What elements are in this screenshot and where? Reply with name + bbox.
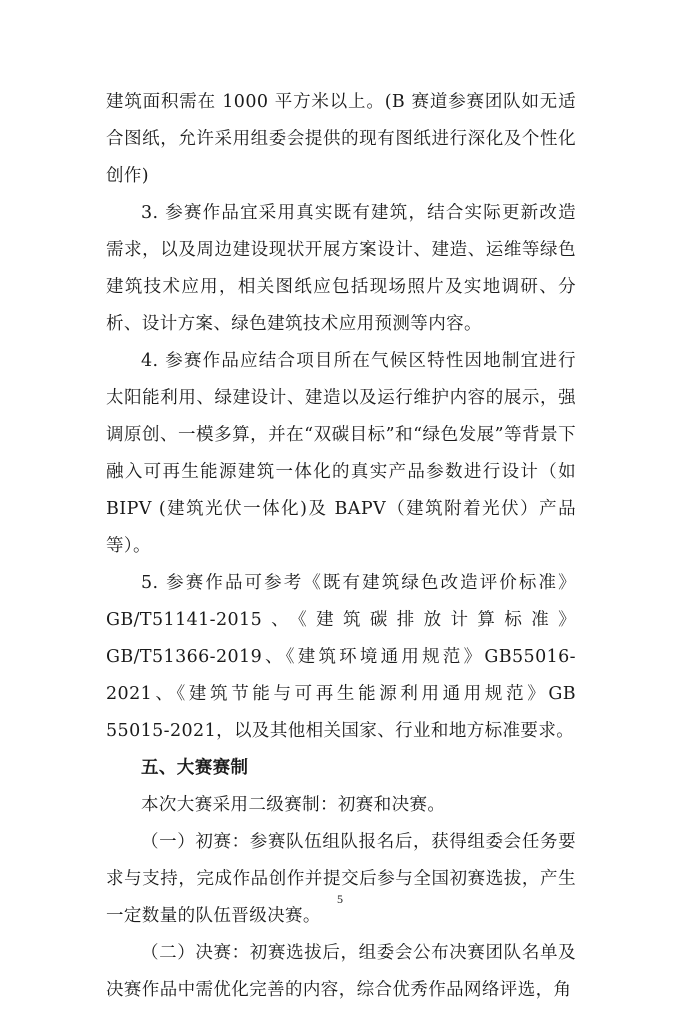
paragraph-b-track: 建筑面积需在 1000 平方米以上。(B 赛道参赛团队如无适合图纸，允许采用组委会提供的现有图纸进行深化及个性化创作)	[106, 92, 576, 186]
page-number: 5	[337, 892, 343, 906]
section-heading-5: 五、大赛赛制	[141, 758, 249, 778]
paragraph-item-4: 4. 参赛作品应结合项目所在气候区特性因地制宜进行太阳能利用、绿建设计、建造以及运行维护内容的展示，强调原创、一模多算，并在“双碳目标”和“绿色发展”等背景下融入可再生能源建筑一体化的真实产品参数进行设计（如 BIPV (建筑光伏一体化)及 BAPV（建筑附着光伏）产品等）。	[106, 351, 576, 556]
paragraph-item-3: 3. 参赛作品宜采用真实既有建筑，结合实际更新改造需求，以及周边建设现状开展方案设计、建造、运维等绿色建筑技术应用，相关图纸应包括现场照片及实地调研、分析、设计方案、绿色建筑技术应用预测等内容。	[106, 203, 576, 334]
paragraph-competition-system: 本次大赛采用二级赛制：初赛和决赛。	[141, 795, 446, 815]
paragraph-preliminary-round: （一）初赛：参赛队伍组队报名后，获得组委会任务要求与支持，完成作品创作并提交后参与全国初赛选拔，产生一定数量的队伍晋级决赛。	[106, 832, 576, 926]
paragraph-item-5: 5. 参赛作品可参考《既有建筑绿色改造评价标准》GB/T51141-2015、《建筑碳排放计算标准》GB/T51366-2019、《建筑环境通用规范》GB55016-2021、《建筑节能与可再生能源利用通用规范》GB 55015-2021，以及其他相关国家、行业和地方标准要求。	[106, 573, 576, 741]
paragraph-final-round: （二）决赛：初赛选拔后，组委会公布决赛团队名单及决赛作品中需优化完善的内容，综合优秀作品网络评选，角	[106, 943, 576, 1000]
body-text	[106, 84, 576, 1009]
